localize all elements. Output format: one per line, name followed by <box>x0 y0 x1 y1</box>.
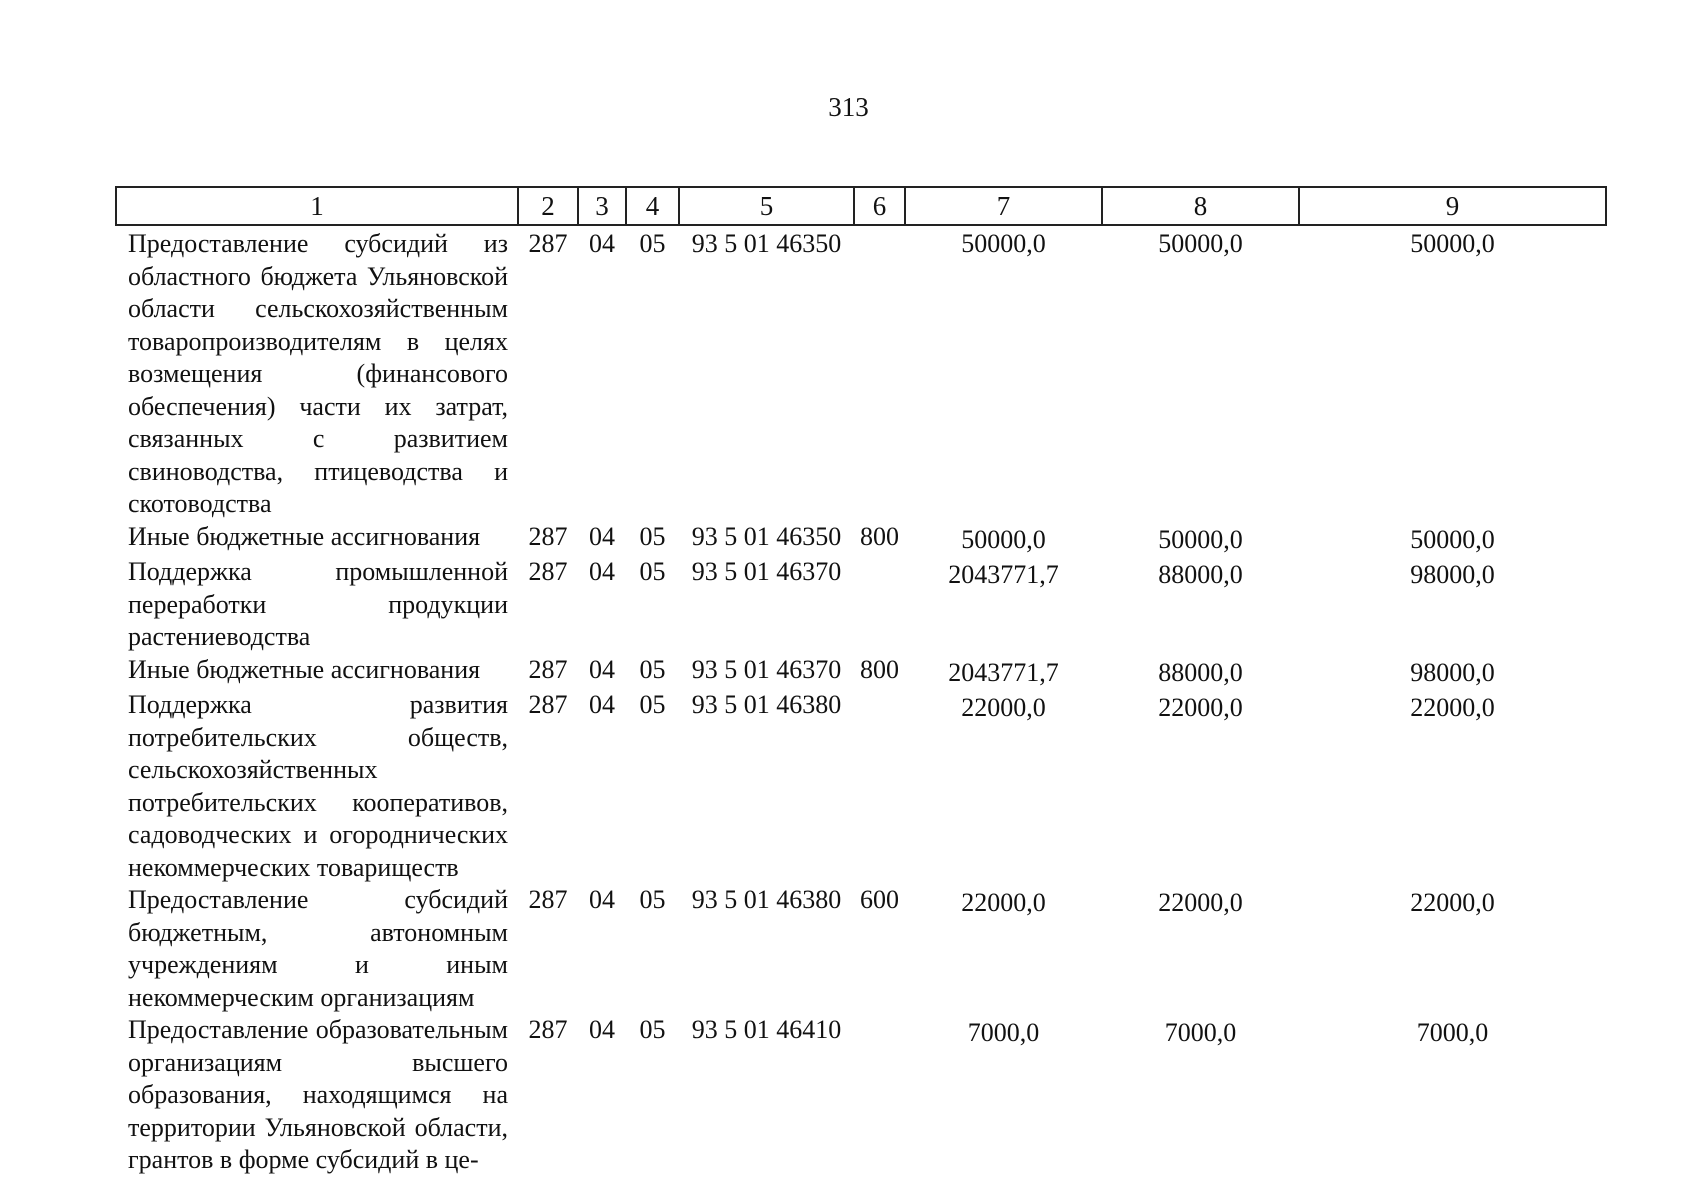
row-section-code: 04 <box>589 557 615 586</box>
row-name: Предоставление субсидий из областного бюджета Ульяновской области сельскохозяйственным товаропроизводителям в целях возмещения (финансового обеспечения) части их затрат, связанных с развитием свиноводства, птицеводства и скотоводства <box>128 229 508 518</box>
row-expense-type: 600 <box>860 885 899 914</box>
row-section-code: 04 <box>589 1015 615 1044</box>
row-subsection-code: 05 <box>639 557 666 586</box>
row-target-code: 93 5 01 46410 <box>691 1015 842 1044</box>
row-ministry-code: 287 <box>528 521 568 551</box>
row-expense-type: 800 <box>860 521 899 551</box>
row-subsection-code: 05 <box>639 1015 666 1044</box>
row-ministry-code: 287 <box>528 557 568 586</box>
row-ministry-code: 287 <box>528 885 568 914</box>
row-name: Иные бюджетные ассигнования <box>128 654 481 684</box>
row-name: Предоставление субсидий бюджетным, автономным учреждениям и иным некоммерческим организациям <box>128 885 508 1012</box>
row-section-code: 04 <box>589 654 615 684</box>
header-col-4: 4 <box>626 187 679 225</box>
row-subsection-code: 05 <box>639 690 666 719</box>
row-amount-col7: 22000,0 <box>961 888 1046 917</box>
row-ministry-code: 287 <box>528 1015 568 1044</box>
row-amount-col7: 22000,0 <box>961 693 1046 722</box>
row-subsection-code: 05 <box>639 885 666 914</box>
header-col-5: 5 <box>679 187 854 225</box>
row-ministry-code: 287 <box>528 690 568 719</box>
table-row <box>116 556 1606 654</box>
row-expense-type <box>854 1014 905 1177</box>
row-target-code: 93 5 01 46350 <box>691 229 842 258</box>
row-name: Иные бюджетные ассигнования <box>128 521 481 551</box>
row-amount-col9: 22000,0 <box>1410 693 1495 722</box>
row-target-code: 93 5 01 46370 <box>691 654 842 684</box>
row-target-code: 93 5 01 46350 <box>691 521 842 551</box>
row-amount-col9: 98000,0 <box>1410 657 1495 687</box>
row-amount-col9: 7000,0 <box>1416 1018 1489 1047</box>
table-row <box>116 689 1606 884</box>
row-subsection-code: 05 <box>639 521 666 551</box>
table-row <box>116 654 1606 690</box>
row-amount-col7: 2043771,7 <box>948 560 1059 589</box>
header-row <box>116 187 1606 225</box>
row-amount-col8: 22000,0 <box>1158 693 1243 722</box>
row-amount-col7: 2043771,7 <box>948 657 1059 687</box>
header-col-7: 7 <box>905 187 1102 225</box>
row-name: Поддержка развития потребительских обществ, сельскохозяйственных потребительских кооперативов, садоводческих и огороднических некоммерческих товариществ <box>128 690 508 882</box>
header-col-9: 9 <box>1299 187 1606 225</box>
row-amount-col8: 7000,0 <box>1164 1018 1237 1047</box>
row-expense-type: 800 <box>860 654 899 684</box>
table-row <box>116 521 1606 557</box>
row-subsection-code: 05 <box>639 229 666 258</box>
row-amount-col8: 50000,0 <box>1158 229 1243 258</box>
row-expense-type <box>854 556 905 654</box>
row-amount-col7: 50000,0 <box>961 524 1046 554</box>
page-number: 313 <box>828 92 869 122</box>
header-col-6: 6 <box>854 187 905 225</box>
row-amount-col7: 7000,0 <box>967 1018 1040 1047</box>
row-section-code: 04 <box>589 229 615 258</box>
table-row <box>116 884 1606 1014</box>
row-expense-type <box>854 225 905 521</box>
row-amount-col8: 50000,0 <box>1158 524 1243 554</box>
row-subsection-code: 05 <box>639 654 666 684</box>
row-amount-col9: 22000,0 <box>1410 888 1495 917</box>
header-col-2: 2 <box>518 187 578 225</box>
row-amount-col8: 22000,0 <box>1158 888 1243 917</box>
row-amount-col8: 88000,0 <box>1158 657 1243 687</box>
row-section-code: 04 <box>589 690 615 719</box>
table-row <box>116 225 1606 521</box>
header-col-1: 1 <box>116 187 518 225</box>
row-ministry-code: 287 <box>528 229 568 258</box>
header-col-3: 3 <box>578 187 626 225</box>
row-amount-col9: 98000,0 <box>1410 560 1495 589</box>
row-target-code: 93 5 01 46380 <box>691 690 842 719</box>
row-section-code: 04 <box>589 521 615 551</box>
budget-table <box>115 186 1607 1177</box>
row-name: Предоставление образовательным организациям высшего образования, находящимся на территории Ульяновской области, грантов в форме субсидий в це- <box>128 1015 508 1174</box>
row-target-code: 93 5 01 46370 <box>691 557 842 586</box>
row-amount-col8: 88000,0 <box>1158 560 1243 589</box>
header-col-8: 8 <box>1102 187 1299 225</box>
row-target-code: 93 5 01 46380 <box>691 885 842 914</box>
row-amount-col9: 50000,0 <box>1410 524 1495 554</box>
row-expense-type <box>854 689 905 884</box>
row-name: Поддержка промышленной переработки продукции растениеводства <box>128 557 508 651</box>
table-row <box>116 1014 1606 1177</box>
row-amount-col7: 50000,0 <box>961 229 1046 258</box>
row-ministry-code: 287 <box>528 654 568 684</box>
row-section-code: 04 <box>589 885 615 914</box>
row-amount-col9: 50000,0 <box>1410 229 1495 258</box>
